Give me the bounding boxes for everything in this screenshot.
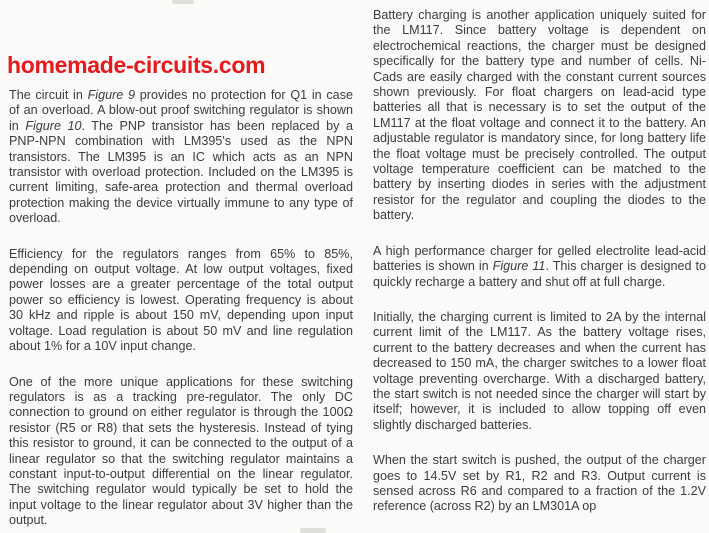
figure-reference: Figure 11 (492, 259, 546, 274)
watermark: homemade-circuits.com (7, 52, 266, 78)
text-segment: When the start switch is pushed, the output of the charger goes to 14.5V set by R1, R2 and R3. Output current is sensed across R6 and compared to a fraction of the 1.2V reference (across R2) by an LM301A op (373, 453, 706, 514)
text-segment: . This charger is designed to quickly recharge a battery and shut off at full charge. (373, 259, 706, 289)
paragraph (9, 375, 353, 529)
paragraph (9, 88, 353, 227)
text-segment: The circuit in (9, 88, 88, 102)
scan-artifact (300, 528, 326, 533)
paragraph (373, 453, 706, 515)
text-segment: Battery charging is another application uniquely suited for the LM117. Since battery voltage is dependent on electrochemical reactions, the charger must be designed specifically for the battery type and number of cells. Ni-Cads are easily charged with the constant current sources shown previously. For float chargers on lead-acid type batteries all that is necessary is to set the output of the LM117 at the float voltage and connect it to the battery. An adjustable regulator is mandatory since, for long battery life the float voltage must be precisely controlled. The output voltage temperature coefficient can be matched to the battery by inserting diodes in series with the adjustment resistor for the regulator and coupling the diodes to the battery. (373, 8, 706, 223)
figure-reference: Figure 10 (25, 118, 82, 133)
text-segment: One of the more unique applications for these switching regulators is as a tracking pre-regulator. The only DC connection to ground on either regulator is through the 100Ω resistor (R5 or R8) that sets the hysteresis. Instead of tying this resistor to ground, it can be connected to the output of a linear regulator so that the switching regulator maintains a constant input-to-output differential on the linear regulator. The switching regulator would typically be set to hold the input voltage to the linear regulator about 3V higher than the output. (9, 374, 353, 528)
text-segment: provides no protection for Q1 in case of an overload. A blow-out proof switching regulator is shown in (9, 88, 353, 133)
left-column (9, 88, 353, 529)
paragraph (9, 247, 353, 355)
right-column (373, 8, 706, 515)
figure-reference: Figure 9 (87, 88, 136, 102)
paragraph (373, 310, 706, 433)
text-segment: . The PNP transistor has been replaced by a PNP-NPN combination with LM395's used as the NPN transistors. The LM395 is an IC which acts as an NPN transistor with overload protection. Included on the LM395 is current limiting, safe-area protection and thermal overload protection making the device virtually immune to any type of overload. (9, 118, 353, 226)
text-segment: Initially, the charging current is limited to 2A by the internal current limit of the LM117. As the battery voltage rises, current to the battery decreases and when the current has decreased to 150 mA, the charger switches to a lower float voltage preventing overcharge. With a discharged battery, the start switch is not needed since the charger will start by itself; however, it is included to allow topping off even slightly discharged batteries. (373, 309, 706, 432)
text-segment: Efficiency for the regulators ranges from 65% to 85%, depending on output voltage. At low output voltages, fixed power losses are a greater percentage of the total output power so efficiency is lowest. Operating frequency is about 30 kHz and ripple is about 150 mV, depending upon input voltage. Load regulation is about 50 mV and line regulation about 1% for a 10V input change. (9, 246, 353, 354)
scan-artifact (172, 0, 194, 4)
text-segment: A high performance charger for gelled electrolite lead-acid batteries is shown in (373, 243, 706, 274)
paragraph (373, 244, 706, 290)
paragraph (373, 8, 706, 224)
